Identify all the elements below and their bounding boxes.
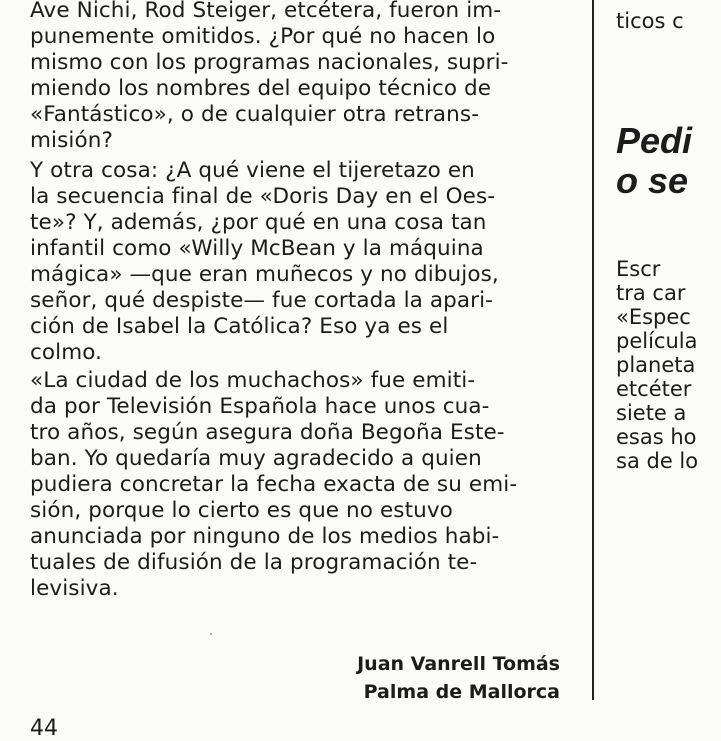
body-line: ban. Yo quedaría muy agradecido a quien	[30, 446, 482, 471]
right-column	[612, 0, 721, 730]
body-line: «Fantástico», o de cualquier otra retrans-	[30, 102, 480, 127]
body-line: infantil como «Willy McBean y la máquina	[30, 236, 484, 261]
signature-place: Palma de Mallorca	[363, 681, 560, 703]
body-line: Y otra cosa: ¿A qué viene el tijeretazo en	[30, 158, 475, 183]
right-body-line: tra car	[616, 281, 686, 305]
right-body-line: «Espec	[616, 305, 691, 329]
signature-name: Juan Vanrell Tomás	[357, 653, 560, 675]
right-body-line: planeta	[616, 353, 696, 377]
body-line: tro años, según asegura doña Begoña Este-	[30, 420, 505, 445]
body-line: colmo.	[30, 340, 103, 365]
right-body-line: Escr	[616, 257, 661, 281]
body-line: sión, porque lo cierto es que no estuvo	[30, 498, 453, 523]
body-line: mágica» —que eran muñecos y no dibujos,	[30, 262, 499, 287]
body-line: Ave Nichi, Rod Steiger, etcétera, fueron im-	[30, 0, 502, 23]
right-body-line: siete a	[616, 401, 687, 425]
body-line: miendo los nombres del equipo técnico de	[30, 76, 492, 101]
body-line: anunciada por ninguno de los medios habi-	[30, 524, 500, 549]
right-top-line: ticos c	[616, 9, 684, 33]
body-line: «La ciudad de los muchachos» fue emiti-	[30, 368, 476, 393]
right-body-line: esas ho	[616, 425, 697, 449]
body-line: da por Televisión Española hace unos cua-	[30, 394, 490, 419]
body-line: mismo con los programas nacionales, supri-	[30, 50, 509, 75]
body-line: pudiera concretar la fecha exacta de su emi-	[30, 472, 518, 497]
body-line: levisiva.	[30, 576, 119, 601]
body-line: punemente omitidos. ¿Por qué no hacen lo	[30, 24, 496, 49]
print-speck	[210, 633, 212, 635]
body-line: tuales de difusión de la programación te-	[30, 550, 478, 575]
page-number: 44	[30, 716, 58, 741]
body-line: señor, qué despiste— fue cortada la apari-	[30, 288, 494, 313]
body-line: ción de Isabel la Católica? Eso ya es el	[30, 314, 449, 339]
right-body-line: película	[616, 329, 698, 353]
body-line: te»? Y, además, ¿por qué en una cosa tan	[30, 210, 487, 235]
left-column	[30, 0, 560, 730]
headline-line: o se	[616, 160, 689, 201]
right-body-line: etcéter	[616, 377, 692, 401]
headline-line: Pedi	[616, 120, 693, 161]
column-rule	[592, 0, 594, 700]
body-line: misión?	[30, 128, 113, 153]
body-line: la secuencia final de «Doris Day en el Oes-	[30, 184, 496, 209]
right-body-line: sa de lo	[616, 449, 699, 473]
